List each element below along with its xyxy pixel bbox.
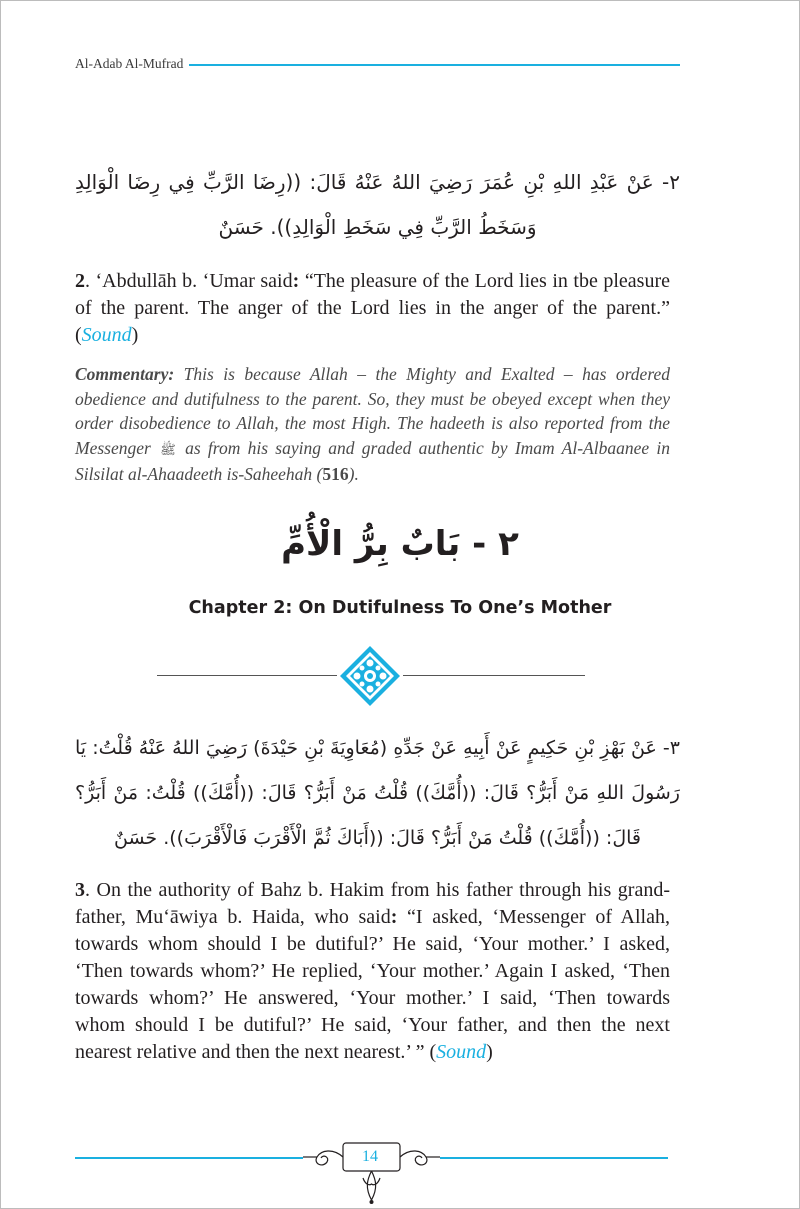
hadith-narrator: . On the authority of Bahz b. Hakim from his father through his grand-father, Mu‘āwiya b. Haida, who said [75,879,670,928]
salutation-icon: ﷺ [160,441,176,457]
commentary-end: ). [348,464,359,484]
hadith-narrator: . ‘Abdullāh b. ‘Umar said [85,270,293,292]
hadith-3-translation [75,877,670,1066]
colon: : [292,270,300,292]
close-paren: ) [486,1041,493,1063]
hadith-text: “I asked, ‘Messenger of Allah, towards whom should I be dutiful?’ He said, ‘Your mother.’ I asked, ‘Then towards whom?’ He replied, ‘Your mother.’ Again I asked, ‘Then towards whom?’ He answered, ‘Your mother.’ I said, ‘Then towards whom should I be dutiful?’ He said, ‘Your father, and then the next nearest relative and then the next nearest.’ ” ( [75,906,670,1063]
footer-line-right [440,1157,668,1159]
hadith-number: 3 [75,879,85,901]
reference-number: 516 [322,464,349,484]
divider-line-right [403,675,585,676]
commentary-colon: : [168,364,175,384]
running-header [75,56,680,76]
hadith-3-arabic: ٣- عَنْ بَهْزِ بْنِ حَكِيمٍ عَنْ أَبِيهِ عَنْ جَدِّهِ (مُعَاوِيَةَ بْنِ حَيْدَةَ) رَضِيَ اللهُ عَنْهُ قُلْتُ: يَا رَسُولَ اللهِ مَنْ أَبَرُّ؟ قَالَ: ((أُمَّكَ)) قُلْتُ مَنْ أَبَرُّ؟ قَالَ: ((أُمَّكَ)) قُلْتُ: مَنْ أَبَرُّ؟ قَالَ: ((أُمَّكَ)) قُلْتُ مَنْ أَبَرُّ؟ قَالَ: ((أَبَاكَ ثُمَّ الْأَقْرَبَ فَالْأَقْرَبَ)). حَسَنٌ [75,737,680,849]
chapter-title-arabic: ٢ - بَابٌ بِرُّ الْأُمِّ [281,524,519,564]
commentary [75,362,670,487]
divider-line-left [157,675,337,676]
commentary-text-cont: as from his saying and graded authentic by Imam Al-Albaanee in Silsilat al-Ahaadeeth is-Saheehah ( [75,437,670,484]
book-title: Al-Adab Al-Mufrad [75,56,184,71]
colon: : [390,906,398,928]
hadith-text: “The pleasure of the Lord lies in tbe pleasure of the parent. The anger of the Lord lies in the anger of the parent.” ( [75,270,671,346]
close-paren: ) [131,324,139,346]
hadith-number: 2 [75,270,85,292]
chapter-title-english: Chapter 2: On Dutifulness To One’s Mother [188,598,612,618]
hadith-grade: Sound [81,324,132,346]
hadith-2-arabic: ٢- عَنْ عَبْدِ اللهِ بْنِ عُمَرَ رَضِيَ اللهُ عَنْهُ قَالَ: ((رِضَا الرَّبِّ فِي رِضَا الْوَالِدِ وَسَخَطُ الرَّبِّ فِي سَخَطِ الْوَالِدِ)). حَسَنٌ [75,170,680,239]
commentary-text: This is because Allah – the Mighty and Exalted – has ordered obedience and dutifulness to the parent. So, they must be obeyed except when they order disobedience to Allah, the most High. The hadeeth is also reported from the Messenger [75,364,670,458]
page-number: 14 [362,1148,378,1165]
header-rule [189,64,680,66]
hadith-grade: Sound [436,1041,487,1063]
footer-line-left [75,1157,303,1159]
commentary-label: Commentary [75,364,169,384]
arabesque-ornament-icon [339,645,401,707]
hadith-2-translation [75,268,670,349]
